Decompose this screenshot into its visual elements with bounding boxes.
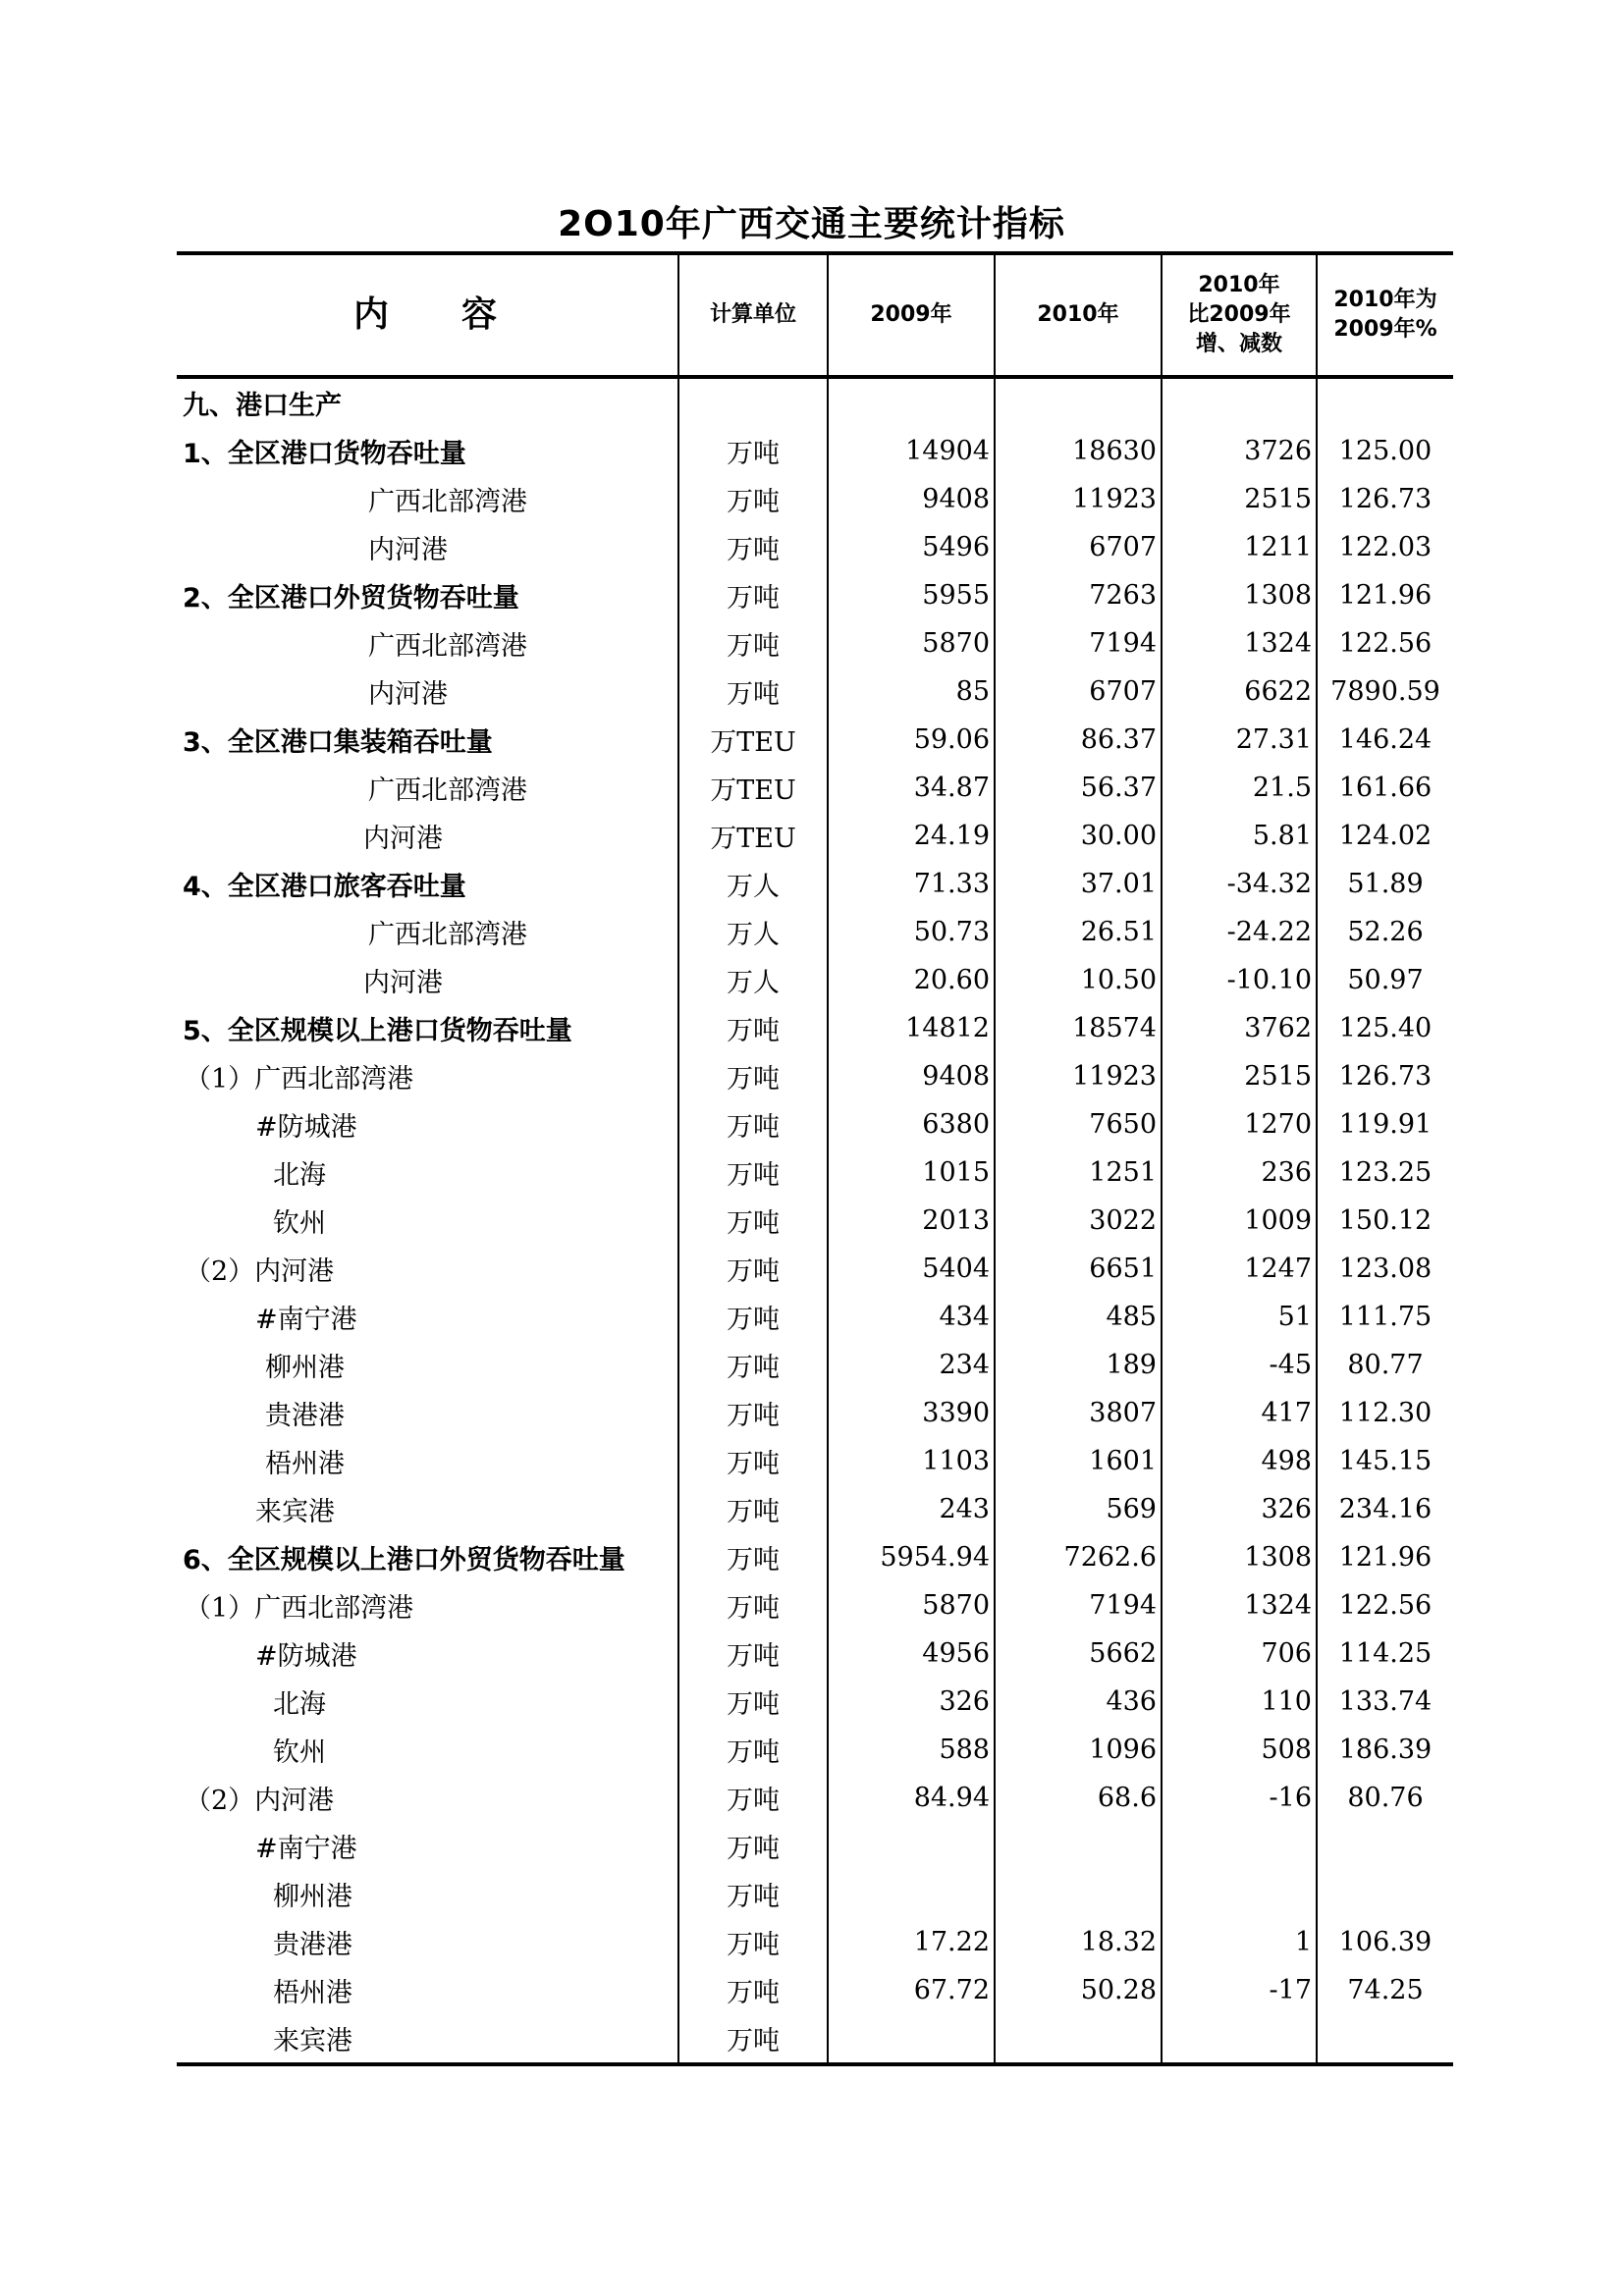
value-2009: 20.60 — [828, 956, 995, 1004]
unit-cell: 万吨 — [678, 1004, 828, 1052]
unit-cell: 万吨 — [678, 1245, 828, 1293]
ratio-value — [1317, 2014, 1453, 2064]
table-row — [177, 1485, 1453, 1533]
row-label: 贵港港 — [177, 1918, 678, 1966]
table-row — [177, 1341, 1453, 1389]
ratio-value: 150.12 — [1338, 1205, 1433, 1236]
value-2010: 7194 — [995, 619, 1162, 667]
change-value: 1 — [1162, 1918, 1317, 1966]
ratio-value: 80.77 — [1347, 1350, 1424, 1380]
value-2009: 234 — [828, 1341, 995, 1389]
ratio-value: 122.56 — [1338, 628, 1433, 659]
unit-cell — [678, 377, 828, 427]
table-row — [177, 1293, 1453, 1341]
change-value: 1308 — [1162, 571, 1317, 619]
unit-cell: 万吨 — [678, 1052, 828, 1100]
value-2010 — [995, 1870, 1162, 1918]
table-row — [177, 619, 1453, 667]
row-label: 北海 — [177, 1678, 678, 1726]
change-value: 110 — [1162, 1678, 1317, 1726]
value-2010: 11923 — [995, 1052, 1162, 1100]
row-label: 贵港港 — [177, 1389, 678, 1437]
change-value: -16 — [1162, 1774, 1317, 1822]
table-row — [177, 860, 1453, 908]
row-label: 4、全区港口旅客吞吐量 — [177, 860, 678, 908]
ratio-value: 121.96 — [1338, 1542, 1433, 1573]
change-value — [1162, 377, 1317, 427]
value-2010: 18574 — [995, 1004, 1162, 1052]
table-row — [177, 1004, 1453, 1052]
table-row — [177, 1437, 1453, 1485]
unit-cell: 万吨 — [678, 619, 828, 667]
unit-cell: 万人 — [678, 956, 828, 1004]
row-label: （1）广西北部湾港 — [177, 1581, 678, 1629]
header-content: 内 容 — [177, 253, 678, 377]
value-2009: 4956 — [828, 1629, 995, 1678]
ratio-value: 125.40 — [1338, 1013, 1433, 1043]
change-value: 21.5 — [1162, 764, 1317, 812]
change-value: 1324 — [1162, 619, 1317, 667]
ratio-value: 125.00 — [1338, 436, 1433, 466]
value-2009: 50.73 — [828, 908, 995, 956]
header-2010: 2010年 — [995, 253, 1162, 377]
unit-cell: 万吨 — [678, 1918, 828, 1966]
table-row — [177, 1822, 1453, 1870]
ratio-value: 114.25 — [1338, 1638, 1433, 1669]
change-value: 326 — [1162, 1485, 1317, 1533]
unit-cell: 万吨 — [678, 475, 828, 523]
value-2010: 569 — [995, 1485, 1162, 1533]
change-value: 417 — [1162, 1389, 1317, 1437]
row-label: 柳州港 — [177, 1341, 678, 1389]
value-2009: 326 — [828, 1678, 995, 1726]
value-2010: 50.28 — [995, 1966, 1162, 2014]
row-label: 梧州港 — [177, 1966, 678, 2014]
value-2010: 189 — [995, 1341, 1162, 1389]
row-label: 梧州港 — [177, 1437, 678, 1485]
value-2010: 7262.6 — [995, 1533, 1162, 1581]
change-value: 1009 — [1162, 1197, 1317, 1245]
value-2010: 30.00 — [995, 812, 1162, 860]
ratio-value — [1317, 377, 1453, 427]
unit-cell: 万TEU — [678, 764, 828, 812]
table-row — [177, 908, 1453, 956]
ratio-value: 161.66 — [1338, 773, 1433, 803]
value-2009: 67.72 — [828, 1966, 995, 2014]
value-2010: 3022 — [995, 1197, 1162, 1245]
value-2009 — [828, 377, 995, 427]
change-value: -17 — [1162, 1966, 1317, 2014]
value-2009: 2013 — [828, 1197, 995, 1245]
value-2010: 7650 — [995, 1100, 1162, 1148]
value-2010: 3807 — [995, 1389, 1162, 1437]
row-label: 内河港 — [177, 523, 678, 571]
table-row — [177, 1870, 1453, 1918]
value-2009: 3390 — [828, 1389, 995, 1437]
ratio-value: 80.76 — [1347, 1783, 1424, 1813]
table-row — [177, 1052, 1453, 1100]
value-2009: 1103 — [828, 1437, 995, 1485]
change-value: 2515 — [1162, 475, 1317, 523]
change-value: 1211 — [1162, 523, 1317, 571]
value-2009: 5870 — [828, 619, 995, 667]
table-row — [177, 667, 1453, 716]
row-label: 广西北部湾港 — [177, 475, 678, 523]
value-2010 — [995, 377, 1162, 427]
table-row — [177, 571, 1453, 619]
value-2009 — [828, 2014, 995, 2064]
row-label: #防城港 — [177, 1100, 678, 1148]
table-row — [177, 1918, 1453, 1966]
value-2009 — [828, 1870, 995, 1918]
row-label: 内河港 — [177, 667, 678, 716]
value-2009: 434 — [828, 1293, 995, 1341]
ratio-value: 122.03 — [1338, 532, 1433, 562]
table-row — [177, 1678, 1453, 1726]
value-2009: 17.22 — [828, 1918, 995, 1966]
value-2010: 1601 — [995, 1437, 1162, 1485]
table-row — [177, 1100, 1453, 1148]
unit-cell: 万吨 — [678, 1437, 828, 1485]
ratio-value: 122.56 — [1338, 1590, 1433, 1621]
table-row — [177, 1726, 1453, 1774]
row-label: 内河港 — [177, 812, 678, 860]
row-label: 广西北部湾港 — [177, 619, 678, 667]
value-2009: 243 — [828, 1485, 995, 1533]
value-2010: 11923 — [995, 475, 1162, 523]
value-2009: 5496 — [828, 523, 995, 571]
value-2010: 485 — [995, 1293, 1162, 1341]
statistics-table — [177, 251, 1453, 2066]
table-row — [177, 716, 1453, 764]
value-2010: 18.32 — [995, 1918, 1162, 1966]
value-2010: 7263 — [995, 571, 1162, 619]
value-2010: 6707 — [995, 523, 1162, 571]
unit-cell: 万吨 — [678, 2014, 828, 2064]
change-value: 3762 — [1162, 1004, 1317, 1052]
row-label: （2）内河港 — [177, 1245, 678, 1293]
table-row — [177, 1389, 1453, 1437]
header-ratio: 2010年为 2009年% — [1317, 253, 1453, 377]
value-2009: 9408 — [828, 475, 995, 523]
ratio-value: 126.73 — [1338, 1061, 1433, 1092]
change-value: 1324 — [1162, 1581, 1317, 1629]
value-2009: 1015 — [828, 1148, 995, 1197]
ratio-value: 126.73 — [1338, 484, 1433, 514]
change-value: 27.31 — [1162, 716, 1317, 764]
value-2009: 85 — [828, 667, 995, 716]
change-value: -24.22 — [1162, 908, 1317, 956]
value-2010: 7194 — [995, 1581, 1162, 1629]
table-row — [177, 2014, 1453, 2064]
table-row — [177, 377, 1453, 427]
value-2009: 14812 — [828, 1004, 995, 1052]
value-2010: 6651 — [995, 1245, 1162, 1293]
value-2009: 5870 — [828, 1581, 995, 1629]
value-2009: 588 — [828, 1726, 995, 1774]
unit-cell: 万吨 — [678, 1533, 828, 1581]
unit-cell: 万吨 — [678, 1966, 828, 2014]
table-row — [177, 523, 1453, 571]
change-value — [1162, 1822, 1317, 1870]
ratio-value: 124.02 — [1338, 821, 1433, 851]
ratio-value: 51.89 — [1347, 869, 1424, 899]
header-row — [177, 253, 1453, 377]
ratio-value: 121.96 — [1338, 580, 1433, 611]
value-2009: 14904 — [828, 427, 995, 475]
value-2010: 56.37 — [995, 764, 1162, 812]
value-2010: 1096 — [995, 1726, 1162, 1774]
table-row — [177, 764, 1453, 812]
value-2009: 6380 — [828, 1100, 995, 1148]
value-2010: 1251 — [995, 1148, 1162, 1197]
row-label: 北海 — [177, 1148, 678, 1197]
table-row — [177, 1966, 1453, 2014]
change-value: 1247 — [1162, 1245, 1317, 1293]
value-2009: 5955 — [828, 571, 995, 619]
change-value: -10.10 — [1162, 956, 1317, 1004]
value-2009: 9408 — [828, 1052, 995, 1100]
change-value: 1270 — [1162, 1100, 1317, 1148]
row-label: 1、全区港口货物吞吐量 — [177, 427, 678, 475]
value-2010: 5662 — [995, 1629, 1162, 1678]
value-2010: 436 — [995, 1678, 1162, 1726]
header-change: 2010年 比2009年 增、减数 — [1162, 253, 1317, 377]
unit-cell: 万吨 — [678, 1822, 828, 1870]
row-label: 3、全区港口集装箱吞吐量 — [177, 716, 678, 764]
row-label: 钦州 — [177, 1197, 678, 1245]
value-2010: 37.01 — [995, 860, 1162, 908]
row-label: 来宾港 — [177, 2014, 678, 2064]
table-row — [177, 1245, 1453, 1293]
ratio-value: 50.97 — [1347, 965, 1424, 995]
change-value: 51 — [1162, 1293, 1317, 1341]
ratio-value — [1317, 1870, 1453, 1918]
ratio-value: 145.15 — [1338, 1446, 1433, 1476]
value-2009: 59.06 — [828, 716, 995, 764]
row-label: 广西北部湾港 — [177, 764, 678, 812]
table-row — [177, 956, 1453, 1004]
row-label: 5、全区规模以上港口货物吞吐量 — [177, 1004, 678, 1052]
value-2009: 34.87 — [828, 764, 995, 812]
value-2010: 68.6 — [995, 1774, 1162, 1822]
header-unit: 计算单位 — [678, 253, 828, 377]
row-label: #防城港 — [177, 1629, 678, 1678]
unit-cell: 万吨 — [678, 1678, 828, 1726]
change-value: 6622 — [1162, 667, 1317, 716]
change-value: 5.81 — [1162, 812, 1317, 860]
value-2010: 86.37 — [995, 716, 1162, 764]
unit-cell: 万吨 — [678, 1293, 828, 1341]
unit-cell: 万吨 — [678, 1197, 828, 1245]
ratio-value: 111.75 — [1338, 1302, 1433, 1332]
unit-cell: 万吨 — [678, 1341, 828, 1389]
unit-cell: 万吨 — [678, 1389, 828, 1437]
change-value: 236 — [1162, 1148, 1317, 1197]
unit-cell: 万TEU — [678, 716, 828, 764]
change-value: 498 — [1162, 1437, 1317, 1485]
ratio-value: 133.74 — [1338, 1686, 1433, 1717]
ratio-value: 112.30 — [1338, 1398, 1433, 1428]
unit-cell: 万吨 — [678, 1774, 828, 1822]
table-row — [177, 1148, 1453, 1197]
ratio-value: 146.24 — [1338, 724, 1433, 755]
value-2009: 24.19 — [828, 812, 995, 860]
ratio-value: 52.26 — [1347, 917, 1424, 947]
unit-cell: 万吨 — [678, 1148, 828, 1197]
ratio-value: 119.91 — [1338, 1109, 1433, 1140]
change-value: 508 — [1162, 1726, 1317, 1774]
change-value: -45 — [1162, 1341, 1317, 1389]
change-value: 1308 — [1162, 1533, 1317, 1581]
table-row — [177, 475, 1453, 523]
row-label: 柳州港 — [177, 1870, 678, 1918]
table-row — [177, 1581, 1453, 1629]
ratio-value: 186.39 — [1338, 1735, 1433, 1765]
table-row — [177, 812, 1453, 860]
header-2009: 2009年 — [828, 253, 995, 377]
table-row — [177, 427, 1453, 475]
ratio-value: 123.25 — [1338, 1157, 1433, 1188]
row-label: 九、港口生产 — [177, 377, 678, 427]
page-title: 2O10年广西交通主要统计指标 — [558, 204, 1065, 244]
row-label: 来宾港 — [177, 1485, 678, 1533]
value-2010: 6707 — [995, 667, 1162, 716]
value-2010: 26.51 — [995, 908, 1162, 956]
value-2010: 18630 — [995, 427, 1162, 475]
change-value — [1162, 1870, 1317, 1918]
value-2010 — [995, 2014, 1162, 2064]
table-row — [177, 1197, 1453, 1245]
change-value: 3726 — [1162, 427, 1317, 475]
row-label: （1）广西北部湾港 — [177, 1052, 678, 1100]
unit-cell: 万TEU — [678, 812, 828, 860]
unit-cell: 万吨 — [678, 1100, 828, 1148]
row-label: 广西北部湾港 — [177, 908, 678, 956]
table-row — [177, 1533, 1453, 1581]
ratio-value — [1317, 1822, 1453, 1870]
change-value — [1162, 2014, 1317, 2064]
unit-cell: 万吨 — [678, 1581, 828, 1629]
unit-cell: 万吨 — [678, 667, 828, 716]
row-label: （2）内河港 — [177, 1774, 678, 1822]
change-value: 2515 — [1162, 1052, 1317, 1100]
row-label: 内河港 — [177, 956, 678, 1004]
row-label: 钦州 — [177, 1726, 678, 1774]
value-2009: 5954.94 — [828, 1533, 995, 1581]
row-label: 2、全区港口外贸货物吞吐量 — [177, 571, 678, 619]
change-value: -34.32 — [1162, 860, 1317, 908]
table-row — [177, 1629, 1453, 1678]
ratio-value: 7890.59 — [1330, 676, 1440, 707]
value-2009: 71.33 — [828, 860, 995, 908]
row-label: #南宁港 — [177, 1822, 678, 1870]
value-2009 — [828, 1822, 995, 1870]
value-2009: 5404 — [828, 1245, 995, 1293]
unit-cell: 万吨 — [678, 1726, 828, 1774]
row-label: 6、全区规模以上港口外贸货物吞吐量 — [177, 1533, 678, 1581]
unit-cell: 万人 — [678, 860, 828, 908]
table-row — [177, 1774, 1453, 1822]
unit-cell: 万吨 — [678, 571, 828, 619]
unit-cell: 万吨 — [678, 1485, 828, 1533]
value-2010 — [995, 1822, 1162, 1870]
value-2010: 10.50 — [995, 956, 1162, 1004]
ratio-value: 234.16 — [1338, 1494, 1433, 1524]
ratio-value: 74.25 — [1347, 1975, 1424, 2005]
unit-cell: 万吨 — [678, 523, 828, 571]
value-2009: 84.94 — [828, 1774, 995, 1822]
unit-cell: 万吨 — [678, 1629, 828, 1678]
ratio-value: 123.08 — [1338, 1254, 1433, 1284]
unit-cell: 万吨 — [678, 1870, 828, 1918]
ratio-value: 106.39 — [1338, 1927, 1433, 1957]
unit-cell: 万吨 — [678, 427, 828, 475]
row-label: #南宁港 — [177, 1293, 678, 1341]
unit-cell: 万人 — [678, 908, 828, 956]
change-value: 706 — [1162, 1629, 1317, 1678]
